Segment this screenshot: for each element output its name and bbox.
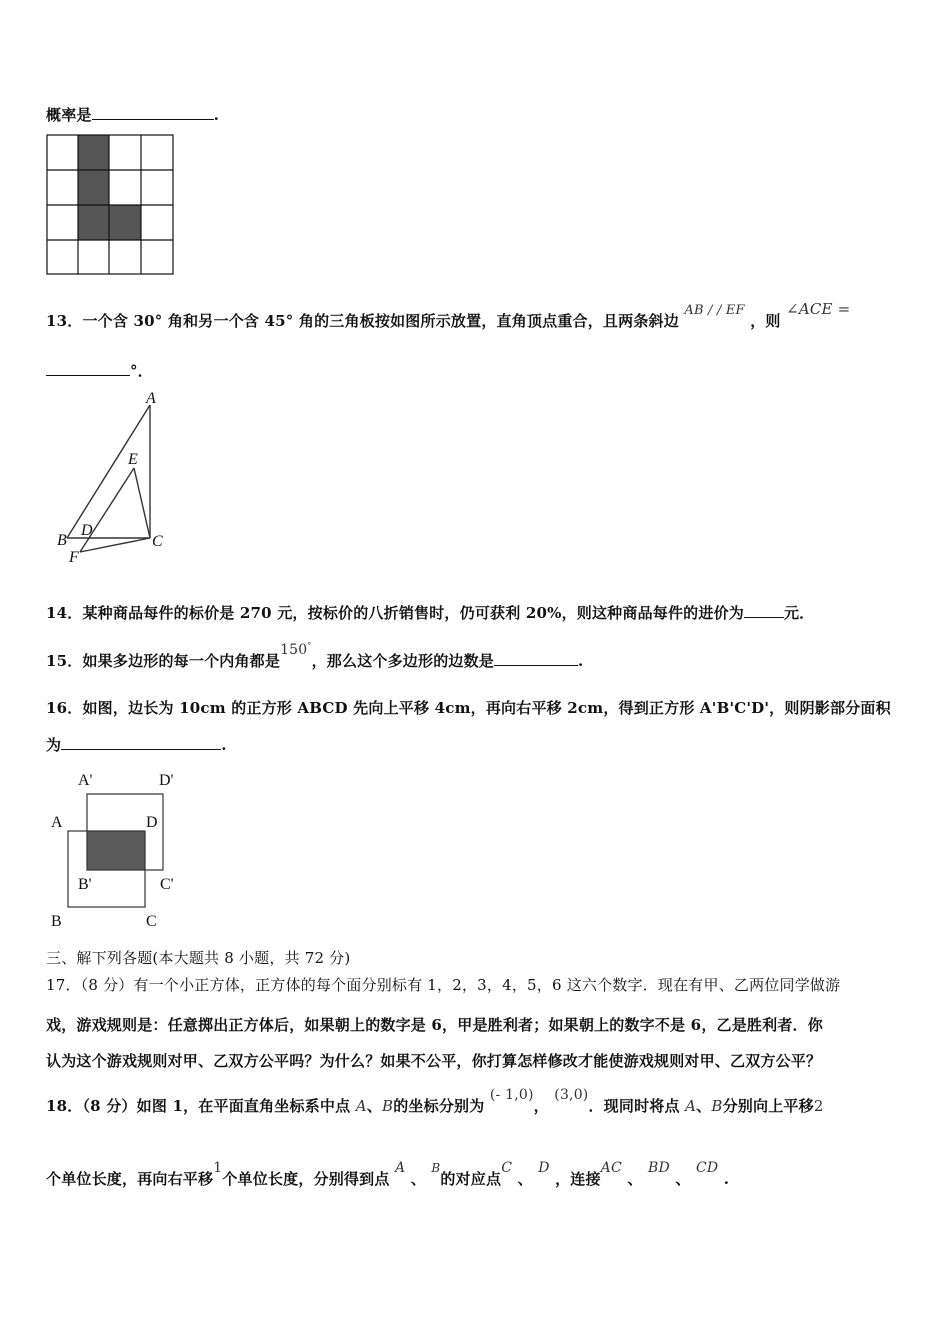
q15-math-value: 150 bbox=[280, 642, 308, 658]
q12-line bbox=[46, 104, 219, 125]
label-c: C bbox=[146, 913, 157, 930]
q18-one: 1 bbox=[213, 1160, 223, 1176]
q18-p6: 个单位长度，分别得到点 bbox=[222, 1170, 390, 1188]
q18-p7: 的对应点 bbox=[440, 1170, 502, 1188]
q18-sep-6: 、 bbox=[675, 1170, 691, 1188]
label-c: C bbox=[152, 533, 163, 550]
q15-math bbox=[280, 642, 312, 658]
q13-comma-then: ，则 bbox=[750, 312, 781, 330]
q17-line-2 bbox=[46, 1014, 823, 1035]
q18-p1: 18．（8 分）如图 1，在平面直角坐标系中点 bbox=[46, 1097, 351, 1115]
q18-point-d: D bbox=[538, 1160, 550, 1176]
q13-text: 13．一个含 30° 角和另一个含 45° 角的三角板按如图所示放置，直角顶点重合，且两条斜边 bbox=[46, 312, 679, 330]
q16-text-1: 16．如图，边长为 10cm 的正方形 ABCD 先向上平移 4cm，再向右平移 2cm，得到正方形 A'B'C'D'，则阴影部分面积 bbox=[46, 699, 891, 717]
q17-line-1 bbox=[46, 974, 840, 995]
q18-sep-3: 、 bbox=[410, 1170, 426, 1188]
q18-point-c: C bbox=[501, 1160, 513, 1176]
q18-point-b: B bbox=[381, 1097, 394, 1115]
q15-math-degree: ° bbox=[307, 641, 312, 650]
shaded-cell bbox=[109, 205, 141, 240]
shaded-cell bbox=[78, 135, 109, 170]
label-a: A bbox=[51, 814, 63, 831]
q18-p2: 的坐标分别为 bbox=[393, 1097, 485, 1115]
label-d: D bbox=[81, 522, 93, 539]
q13-math-parallel: AB / / EF bbox=[684, 303, 745, 318]
q18-point-b-3: B bbox=[431, 1161, 441, 1175]
q18-coord-a: (- 1,0) bbox=[489, 1087, 534, 1103]
section3-title bbox=[46, 947, 350, 968]
q12-end: . bbox=[213, 106, 220, 124]
section3-title-text: 三、解下列各题(本大题共 8 小题，共 72 分) bbox=[46, 949, 351, 967]
q12-answer-blank bbox=[92, 105, 214, 120]
q14-answer-blank bbox=[744, 603, 784, 618]
label-d2: D' bbox=[159, 772, 174, 789]
q13-triangle-figure bbox=[52, 388, 182, 566]
q18-p5: 个单位长度，再向右平移 bbox=[46, 1170, 214, 1188]
q17-text-1: 17．（8 分）有一个小正方体，正方体的每个面分别标有 1，2，3，4，5，6 这六个数字．现在有甲、乙两位同学做游 bbox=[46, 976, 841, 994]
q16-end: . bbox=[221, 736, 227, 754]
q18-seg-cd: CD bbox=[695, 1160, 719, 1176]
q18-p4: 分别向上平移 bbox=[722, 1097, 814, 1115]
q15-text: 15．如果多边形的每一个内角都是 bbox=[46, 652, 281, 670]
q13-math-angle: ∠ACE = bbox=[786, 300, 851, 318]
q15-after: ，那么这个多边形的边数是 bbox=[311, 652, 495, 670]
q18-two: 2 bbox=[813, 1097, 824, 1115]
q12-grid-figure bbox=[46, 134, 176, 276]
q16-text-2: 为 bbox=[46, 736, 62, 754]
q13-line bbox=[46, 300, 851, 331]
q13-answer-blank bbox=[46, 361, 130, 376]
q18-p8: ，连接 bbox=[555, 1170, 601, 1188]
q18-seg-ac: AC bbox=[600, 1160, 622, 1176]
shaded-overlap bbox=[87, 831, 145, 870]
q18-sep-4: 、 bbox=[517, 1170, 533, 1188]
q16-line-1 bbox=[46, 697, 891, 718]
q14-text: 14．某种商品每件的标价是 270 元，按标价的八折销售时，仍可获利 20%，则这种商品每件的进价为 bbox=[46, 604, 744, 622]
q15-answer-blank bbox=[494, 651, 578, 666]
q15-end: . bbox=[578, 652, 584, 670]
q18-line-2 bbox=[46, 1160, 730, 1189]
q18-point-b-2: B bbox=[711, 1097, 723, 1115]
segment-ef bbox=[80, 468, 134, 552]
segment-fc bbox=[80, 538, 150, 552]
q18-point-a-3: A bbox=[394, 1160, 406, 1176]
q16-line-2 bbox=[46, 734, 227, 755]
label-a: A bbox=[146, 390, 156, 407]
q12-text: 概率是 bbox=[46, 106, 92, 124]
q18-coord-b: (3,0) bbox=[554, 1087, 589, 1103]
q16-answer-blank bbox=[61, 735, 221, 750]
q13-end: °． bbox=[130, 362, 153, 380]
segment-ec bbox=[134, 468, 150, 538]
q14-line bbox=[46, 602, 814, 623]
q18-sep-2: 、 bbox=[696, 1097, 712, 1115]
q18-sep: 、 bbox=[366, 1097, 382, 1115]
q18-point-a-2: A bbox=[685, 1097, 697, 1115]
label-b: B bbox=[57, 532, 67, 549]
q14-end: 元． bbox=[783, 604, 815, 622]
q18-end: . bbox=[723, 1170, 730, 1188]
q16-squares-figure bbox=[48, 768, 188, 933]
label-a2: A' bbox=[78, 772, 93, 789]
q17-text-2: 戏，游戏规则是：任意掷出正方体后，如果朝上的数字是 6，甲是胜利者；如果朝上的数字不是 6，乙是胜利者．你 bbox=[46, 1016, 823, 1034]
q17-text-3: 认为这个游戏规则对甲、乙双方公平吗？为什么？如果不公平，你打算怎样修改才能使游戏规则对甲、乙双方公平？ bbox=[46, 1052, 822, 1070]
q18-p3: ．现同时将点 bbox=[588, 1097, 680, 1115]
q18-line-1 bbox=[46, 1087, 824, 1116]
label-f: F bbox=[69, 549, 79, 566]
label-c2: C' bbox=[160, 876, 174, 893]
shaded-cell bbox=[78, 170, 109, 205]
q18-point-a: A bbox=[355, 1097, 367, 1115]
segment-ab bbox=[67, 405, 150, 538]
q13-answer-line bbox=[46, 360, 153, 381]
q18-comma: ， bbox=[533, 1097, 549, 1115]
shaded-cell bbox=[78, 205, 109, 240]
label-d: D bbox=[146, 814, 158, 831]
q15-line bbox=[46, 641, 584, 671]
label-b2: B' bbox=[78, 876, 92, 893]
q17-line-3 bbox=[46, 1050, 821, 1071]
label-b: B bbox=[51, 913, 62, 930]
q18-seg-bd: BD bbox=[647, 1160, 670, 1176]
label-e: E bbox=[128, 451, 138, 468]
q18-sep-5: 、 bbox=[627, 1170, 643, 1188]
